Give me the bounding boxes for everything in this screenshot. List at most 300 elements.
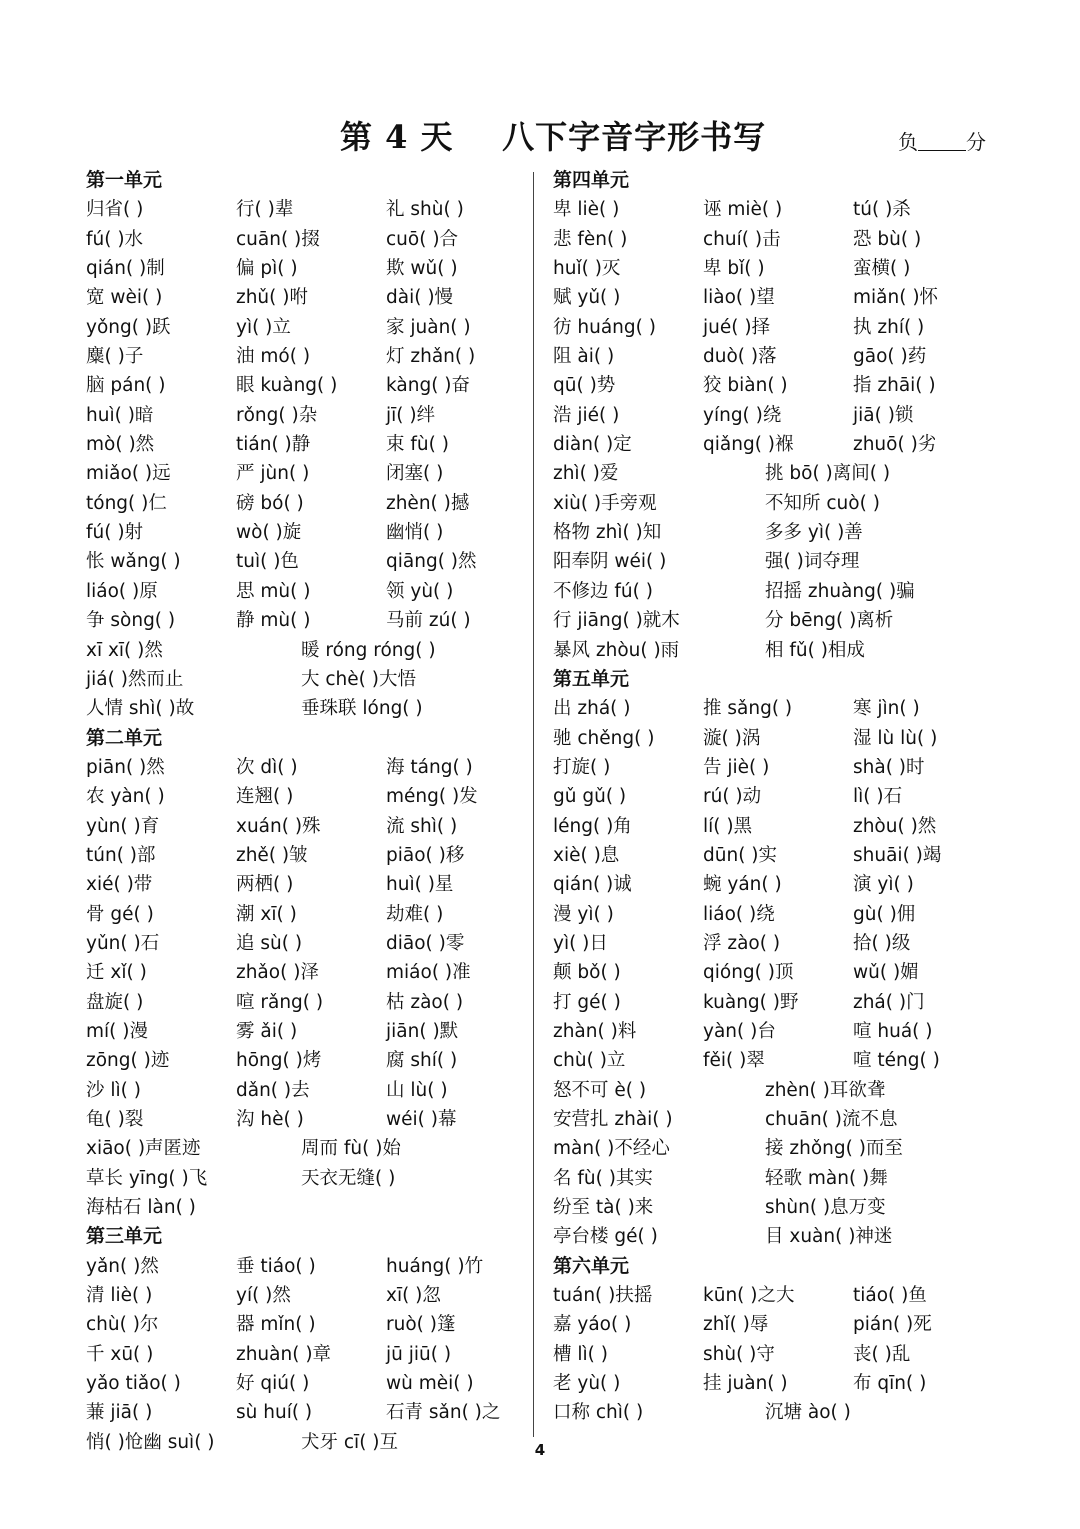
- question-item[interactable]: 驰 chěng( ): [553, 727, 655, 749]
- question-item[interactable]: 蛮横( ): [853, 258, 911, 280]
- question-item[interactable]: miǎn( )怀: [853, 287, 939, 309]
- question-row: [86, 489, 526, 518]
- question-item[interactable]: xī( )忽: [386, 1285, 441, 1307]
- question-item[interactable]: 灯 zhǎn( ): [386, 346, 476, 368]
- score-blank[interactable]: [918, 150, 966, 151]
- question-row: [86, 929, 526, 958]
- question-row: [86, 606, 526, 635]
- unit-heading: 第六单元: [553, 1254, 630, 1277]
- question-row: [553, 1398, 993, 1427]
- question-row: [86, 577, 526, 606]
- question-item[interactable]: 石青 sǎn( )之: [386, 1402, 501, 1424]
- unit-heading: 第五单元: [553, 667, 630, 690]
- question-item[interactable]: 闭塞( ): [386, 463, 444, 485]
- question-item[interactable]: 名 fù( )其实: [553, 1167, 653, 1189]
- question-row: [86, 195, 526, 224]
- question-row: [553, 694, 993, 723]
- question-item[interactable]: 海 táng( ): [386, 756, 473, 778]
- question-item[interactable]: zhá( )门: [853, 991, 925, 1013]
- question-item[interactable]: 阳奉阴 wéi( ): [553, 551, 667, 573]
- question-item[interactable]: mò( )然: [86, 434, 155, 456]
- question-item[interactable]: tuì( )色: [236, 551, 299, 573]
- question-item[interactable]: dūn( )实: [703, 844, 778, 866]
- question-item[interactable]: 枯 zào( ): [386, 991, 464, 1013]
- question-row: [86, 1164, 526, 1193]
- question-item[interactable]: màn( )不经心: [553, 1138, 670, 1160]
- score-label-right: 分: [966, 130, 986, 154]
- question-item[interactable]: 指 zhāi( ): [853, 375, 936, 397]
- question-item[interactable]: 马前 zú( ): [386, 610, 471, 632]
- question-row: [86, 1398, 526, 1427]
- question-item[interactable]: cuō( )合: [386, 228, 459, 250]
- question-row: [553, 459, 993, 488]
- question-item[interactable]: 悄( )怆幽 suì( ): [86, 1431, 215, 1453]
- question-item[interactable]: 告 jiè( ): [703, 756, 770, 778]
- question-item[interactable]: wò( )旋: [236, 522, 302, 544]
- question-item[interactable]: zōng( )迹: [86, 1050, 170, 1072]
- question-item[interactable]: liào( )望: [703, 287, 775, 309]
- question-item[interactable]: qióng( )顶: [703, 962, 794, 984]
- question-item[interactable]: 周而 fù( )始: [301, 1138, 401, 1160]
- question-row: [86, 225, 526, 254]
- question-item[interactable]: miǎo( )远: [86, 463, 171, 485]
- question-item[interactable]: shùn( )息万变: [765, 1197, 886, 1219]
- question-item[interactable]: gāo( )药: [853, 346, 927, 368]
- question-item[interactable]: wù mèi( ): [386, 1373, 474, 1395]
- question-row: [553, 1222, 993, 1251]
- question-item[interactable]: 不修边 fú( ): [553, 580, 653, 602]
- question-item[interactable]: 颠 bǒ( ): [553, 962, 621, 984]
- question-item[interactable]: 彷 huáng( ): [553, 316, 656, 338]
- question-row: [86, 283, 526, 312]
- question-item[interactable]: 喧 huá( ): [853, 1020, 933, 1042]
- question-item[interactable]: tún( )部: [86, 844, 156, 866]
- question-item[interactable]: 思 mù( ): [236, 580, 311, 602]
- question-item[interactable]: 演 yì( ): [853, 874, 914, 896]
- question-item[interactable]: 布 qīn( ): [853, 1373, 927, 1395]
- question-item[interactable]: zhǐ( )辱: [703, 1314, 769, 1336]
- question-item[interactable]: yàn( )台: [703, 1020, 776, 1042]
- question-item[interactable]: 不知所 cuò( ): [765, 492, 880, 514]
- question-item[interactable]: 口称 chì( ): [553, 1402, 644, 1424]
- question-item[interactable]: 迁 xǐ( ): [86, 962, 147, 984]
- question-item[interactable]: gù( )佣: [853, 903, 916, 925]
- question-item[interactable]: 蒹 jiā( ): [86, 1402, 153, 1424]
- question-item[interactable]: 盘旋( ): [86, 991, 144, 1013]
- question-item[interactable]: 执 zhí( ): [853, 316, 925, 338]
- question-item[interactable]: xiù( )手旁观: [553, 492, 657, 514]
- question-item[interactable]: 恐 bù( ): [853, 228, 922, 250]
- question-item[interactable]: chù( )尔: [86, 1314, 159, 1336]
- question-item[interactable]: shuāi( )竭: [853, 844, 942, 866]
- question-item[interactable]: 赋 yǔ( ): [553, 287, 621, 309]
- question-item[interactable]: 卑 liè( ): [553, 199, 620, 221]
- question-item[interactable]: chuān( )流不息: [765, 1109, 898, 1130]
- question-row: [86, 782, 526, 811]
- question-row: [86, 342, 526, 371]
- question-item[interactable]: tiáo( )鱼: [853, 1285, 927, 1307]
- question-item[interactable]: hōng( )烤: [236, 1050, 322, 1072]
- question-item[interactable]: yǔn( )石: [86, 932, 160, 954]
- question-row: [86, 1252, 526, 1281]
- question-item[interactable]: lì( )石: [853, 786, 903, 808]
- question-item[interactable]: piāo( )移: [386, 844, 465, 866]
- question-item[interactable]: 丧( )乱: [853, 1343, 911, 1365]
- question-item[interactable]: 流 shì( ): [386, 815, 458, 837]
- question-item[interactable]: 接 zhǒng( )而至: [765, 1138, 903, 1160]
- question-item[interactable]: rú( )动: [703, 786, 762, 808]
- question-item[interactable]: 怒不可 è( ): [553, 1079, 647, 1101]
- question-item[interactable]: zhì( )爱: [553, 463, 619, 485]
- question-item[interactable]: 垂珠联 lóng( ): [301, 698, 423, 720]
- question-item[interactable]: 草长 yīng( )飞: [86, 1167, 208, 1189]
- question-item[interactable]: 分 bēng( )离析: [765, 610, 894, 632]
- question-row: [553, 1369, 993, 1398]
- question-item[interactable]: 幽悄( ): [386, 522, 444, 544]
- question-row: [553, 724, 993, 753]
- question-item[interactable]: 劫难( ): [386, 903, 444, 925]
- question-item[interactable]: 静 mù( ): [236, 610, 311, 632]
- unit-heading: 第三单元: [86, 1225, 163, 1248]
- question-item[interactable]: 器 mǐn( ): [236, 1314, 316, 1336]
- question-item[interactable]: sù huí( ): [236, 1402, 313, 1424]
- question-item[interactable]: 眼 kuàng( ): [236, 375, 338, 397]
- question-row: [86, 1369, 526, 1398]
- question-item[interactable]: 寒 jìn( ): [853, 698, 920, 720]
- question-row: [86, 401, 526, 430]
- question-item[interactable]: wéi( )幕: [386, 1109, 457, 1130]
- question-item[interactable]: 目 xuàn( )神迷: [765, 1226, 893, 1248]
- question-item[interactable]: méng( )发: [386, 786, 478, 808]
- question-item[interactable]: yǎn( )然: [86, 1255, 159, 1277]
- question-item[interactable]: 湿 lù lù( ): [853, 727, 938, 749]
- question-row: [86, 430, 526, 459]
- question-item[interactable]: fú( )水: [86, 228, 144, 250]
- question-row: [553, 1164, 993, 1193]
- question-item[interactable]: 漩( )涡: [703, 727, 761, 749]
- question-item[interactable]: mí( )漫: [86, 1020, 148, 1042]
- question-item[interactable]: 人情 shì( )故: [86, 698, 195, 720]
- question-row: [553, 782, 993, 811]
- question-row: [86, 841, 526, 870]
- question-item[interactable]: 次 dì( ): [236, 756, 298, 778]
- question-item[interactable]: 油 mó( ): [236, 346, 311, 368]
- question-row: [553, 547, 993, 576]
- question-item[interactable]: 束 fù( ): [386, 434, 449, 456]
- question-item[interactable]: 追 sù( ): [236, 932, 303, 954]
- question-item[interactable]: 沟 hè( ): [236, 1109, 304, 1130]
- question-item[interactable]: cuān( )掇: [236, 228, 320, 250]
- question-item[interactable]: 相 fǔ( )相成: [765, 639, 865, 661]
- question-row: [553, 195, 993, 224]
- question-row: [86, 636, 526, 665]
- question-item[interactable]: liáo( )原: [86, 580, 158, 602]
- question-row: [553, 1340, 993, 1369]
- question-item[interactable]: 格物 zhì( )知: [553, 522, 662, 544]
- question-item[interactable]: xié( )带: [86, 874, 153, 896]
- question-item[interactable]: 狡 biàn( ): [703, 375, 788, 397]
- question-item[interactable]: yì( )日: [553, 932, 608, 954]
- question-item[interactable]: jiā( )锁: [853, 404, 914, 426]
- question-item[interactable]: 挑 bō( )离间( ): [765, 463, 891, 485]
- question-row: [86, 1076, 526, 1105]
- question-row: [553, 283, 993, 312]
- question-item[interactable]: 磅 bó( ): [236, 492, 304, 514]
- question-item[interactable]: zhàn( )料: [553, 1020, 637, 1042]
- question-item[interactable]: 拾( )级: [853, 932, 911, 954]
- question-item[interactable]: 悲 fèn( ): [553, 228, 628, 250]
- question-item[interactable]: ruò( )篷: [386, 1314, 456, 1336]
- question-item[interactable]: tián( )静: [236, 434, 311, 456]
- question-item[interactable]: 嘉 yáo( ): [553, 1314, 632, 1336]
- question-item[interactable]: huì( )星: [386, 874, 454, 896]
- question-item[interactable]: 礼 shù( ): [386, 199, 464, 221]
- question-item[interactable]: 清 liè( ): [86, 1285, 153, 1307]
- question-item[interactable]: pián( )死: [853, 1314, 932, 1336]
- question-item[interactable]: 麋( )子: [86, 346, 144, 368]
- question-item[interactable]: zhǎo( )泽: [236, 962, 319, 984]
- question-item[interactable]: 天衣无缝( ): [301, 1167, 396, 1189]
- question-item[interactable]: huǐ( )灭: [553, 258, 621, 280]
- question-row: [553, 342, 993, 371]
- question-item[interactable]: 沉塘 ào( ): [765, 1402, 851, 1424]
- question-item[interactable]: 浩 jié( ): [553, 404, 620, 426]
- question-item[interactable]: 纷至 tà( )来: [553, 1197, 654, 1219]
- question-row: [553, 1193, 993, 1222]
- question-item[interactable]: 大 chè( )大悟: [301, 668, 416, 690]
- question-row: [86, 254, 526, 283]
- question-item[interactable]: 雾 ǎi( ): [236, 1020, 298, 1042]
- question-item[interactable]: qiāng( )然: [386, 551, 477, 573]
- question-item[interactable]: yǎo tiǎo( ): [86, 1373, 181, 1395]
- question-row: [86, 459, 526, 488]
- right-column: [553, 166, 993, 1428]
- question-row: [86, 1105, 526, 1134]
- question-row: [86, 371, 526, 400]
- question-row: [553, 1046, 993, 1075]
- question-item[interactable]: 山 lù( ): [386, 1079, 448, 1101]
- question-row: [86, 870, 526, 899]
- question-item[interactable]: jū jiū( ): [386, 1343, 452, 1365]
- question-row: [553, 577, 993, 606]
- question-item[interactable]: 喧 rǎng( ): [236, 991, 324, 1013]
- question-row: [86, 812, 526, 841]
- question-item[interactable]: 偏 pì( ): [236, 258, 298, 280]
- question-item[interactable]: 家 juàn( ): [386, 316, 471, 338]
- question-item[interactable]: 海枯石 làn( ): [86, 1197, 196, 1219]
- score-label-left: 负: [898, 130, 918, 154]
- question-row: [86, 1134, 526, 1163]
- question-item[interactable]: yùn( )育: [86, 815, 160, 837]
- left-column: [86, 166, 526, 1457]
- question-item[interactable]: 诬 miè( ): [703, 199, 783, 221]
- question-item[interactable]: jué( )择: [703, 316, 771, 338]
- question-item[interactable]: 漫 yì( ): [553, 903, 614, 925]
- question-row: [553, 606, 993, 635]
- question-item[interactable]: 槽 lì( ): [553, 1343, 608, 1365]
- question-item[interactable]: 归省( ): [86, 199, 144, 221]
- question-item[interactable]: qū( )势: [553, 375, 616, 397]
- question-item[interactable]: yì( )立: [236, 316, 291, 338]
- question-item[interactable]: shà( )时: [853, 756, 925, 778]
- question-item[interactable]: fěi( )翠: [703, 1050, 765, 1072]
- question-item[interactable]: 争 sòng( ): [86, 610, 176, 632]
- question-item[interactable]: rǒng( )杂: [236, 404, 318, 426]
- question-item[interactable]: 打 gé( ): [553, 991, 621, 1013]
- question-item[interactable]: xiāo( )声匿迹: [86, 1138, 201, 1160]
- question-row: [86, 988, 526, 1017]
- question-item[interactable]: fú( )射: [86, 522, 144, 544]
- question-item[interactable]: 阻 ài( ): [553, 346, 615, 368]
- question-row: [553, 1017, 993, 1046]
- question-item[interactable]: 蜿 yán( ): [703, 874, 782, 896]
- question-item[interactable]: 怅 wǎng( ): [86, 551, 181, 573]
- question-item[interactable]: 安营扎 zhài( ): [553, 1109, 673, 1130]
- question-item[interactable]: zhǔ( )咐: [236, 287, 308, 309]
- question-item[interactable]: chù( )立: [553, 1050, 626, 1072]
- question-item[interactable]: 打旋( ): [553, 756, 611, 778]
- question-item[interactable]: diāo( )零: [386, 932, 465, 954]
- question-item[interactable]: zhèn( )撼: [386, 492, 470, 514]
- question-item[interactable]: qián( )制: [86, 258, 165, 280]
- question-item[interactable]: 宽 wèi( ): [86, 287, 163, 309]
- question-item[interactable]: 推 sǎng( ): [703, 698, 793, 720]
- question-item[interactable]: 好 qiú( ): [236, 1373, 310, 1395]
- question-item[interactable]: 脑 pán( ): [86, 375, 166, 397]
- question-item[interactable]: 行 jiāng( )就木: [553, 610, 680, 632]
- question-row: [553, 1134, 993, 1163]
- question-item[interactable]: 轻歌 màn( )舞: [765, 1167, 888, 1189]
- question-row: [553, 1310, 993, 1339]
- page-title: 第 4 天 八下字音字形书写: [340, 118, 767, 156]
- question-item[interactable]: léng( )角: [553, 815, 632, 837]
- question-item[interactable]: 千 xū( ): [86, 1343, 154, 1365]
- question-item[interactable]: tóng( )仁: [86, 492, 167, 514]
- column-divider: [533, 172, 534, 1437]
- question-item[interactable]: 行( )辈: [236, 199, 294, 221]
- question-item[interactable]: 龟( )裂: [86, 1109, 144, 1130]
- question-row: [86, 1340, 526, 1369]
- question-item[interactable]: duò( )落: [703, 346, 777, 368]
- question-item[interactable]: zhuàn( )章: [236, 1343, 332, 1365]
- question-item[interactable]: jiān( )默: [386, 1020, 459, 1042]
- question-row: [553, 371, 993, 400]
- question-item[interactable]: xī xī( )然: [86, 639, 163, 661]
- question-item[interactable]: 喧 téng( ): [853, 1050, 940, 1072]
- question-item[interactable]: liáo( )绕: [703, 903, 775, 925]
- question-item[interactable]: 严 jùn( ): [236, 463, 310, 485]
- question-item[interactable]: gǔ gǔ( ): [553, 786, 627, 808]
- question-row: [553, 841, 993, 870]
- question-item[interactable]: chuí( )击: [703, 228, 781, 250]
- question-item[interactable]: 强( )词夺理: [765, 551, 860, 573]
- question-item[interactable]: 犬牙 cī( )互: [301, 1431, 399, 1453]
- score-field: [898, 126, 986, 155]
- question-row: [86, 958, 526, 987]
- unit-heading: 第四单元: [553, 169, 630, 191]
- question-item[interactable]: 老 yù( ): [553, 1373, 621, 1395]
- question-row: [553, 636, 993, 665]
- question-item[interactable]: 农 yàn( ): [86, 786, 165, 808]
- question-item[interactable]: shù( )守: [703, 1343, 775, 1365]
- question-item[interactable]: tú( )杀: [853, 199, 911, 221]
- question-item[interactable]: yí( )然: [236, 1285, 291, 1307]
- question-item[interactable]: kūn( )之大: [703, 1285, 795, 1307]
- question-item[interactable]: jiá( )然而止: [86, 668, 184, 690]
- question-item[interactable]: 暖 róng róng( ): [301, 639, 436, 661]
- question-item[interactable]: zhèn( )耳欲聋: [765, 1079, 886, 1101]
- question-item[interactable]: diàn( )定: [553, 434, 632, 456]
- question-item[interactable]: huáng( )竹: [386, 1255, 484, 1277]
- question-row: [553, 1076, 993, 1105]
- question-row: [86, 547, 526, 576]
- question-item[interactable]: 沙 lì( ): [86, 1079, 141, 1101]
- question-item[interactable]: 潮 xī( ): [236, 903, 297, 925]
- question-item[interactable]: dài( )慢: [386, 287, 454, 309]
- question-item[interactable]: huì( )暗: [86, 404, 154, 426]
- question-row: [553, 518, 993, 547]
- question-item[interactable]: 出 zhá( ): [553, 698, 631, 720]
- question-row: [553, 958, 993, 987]
- question-item[interactable]: 连翘( ): [236, 786, 294, 808]
- question-row: [553, 988, 993, 1017]
- question-row: [86, 1310, 526, 1339]
- question-row: [553, 753, 993, 782]
- question-row: [86, 1017, 526, 1046]
- unit-heading: 第一单元: [86, 169, 163, 191]
- question-item[interactable]: 挂 juàn( ): [703, 1373, 788, 1395]
- question-item[interactable]: yǒng( )跃: [86, 316, 171, 338]
- question-item[interactable]: 腐 shí( ): [386, 1050, 458, 1072]
- question-item[interactable]: zhě( )皱: [236, 844, 308, 866]
- question-item[interactable]: 卑 bǐ( ): [703, 258, 765, 280]
- question-row: [553, 489, 993, 518]
- question-item[interactable]: wǔ( )媚: [853, 962, 919, 984]
- question-item[interactable]: 浮 zào( ): [703, 932, 781, 954]
- question-item[interactable]: yíng( )绕: [703, 404, 782, 426]
- question-item[interactable]: lí( )黑: [703, 815, 753, 837]
- question-item[interactable]: qián( )诚: [553, 874, 632, 896]
- question-row: [553, 313, 993, 342]
- question-item[interactable]: jī( )绊: [386, 404, 436, 426]
- question-item[interactable]: 多多 yì( )善: [765, 522, 863, 544]
- question-item[interactable]: 亭台楼 gé( ): [553, 1226, 658, 1248]
- question-item[interactable]: 领 yù( ): [386, 580, 454, 602]
- question-row: [553, 900, 993, 929]
- question-item[interactable]: 垂 tiáo( ): [236, 1255, 316, 1277]
- question-item[interactable]: 招摇 zhuàng( )骗: [765, 580, 915, 602]
- question-row: [553, 929, 993, 958]
- question-item[interactable]: zhuō( )劣: [853, 434, 937, 456]
- question-item[interactable]: xiè( )息: [553, 844, 620, 866]
- question-item[interactable]: kàng( )奋: [386, 375, 471, 397]
- question-item[interactable]: qiǎng( )褓: [703, 434, 794, 456]
- question-item[interactable]: xuán( )殊: [236, 815, 321, 837]
- question-item[interactable]: 暴风 zhòu( )雨: [553, 639, 680, 661]
- question-item[interactable]: 两栖( ): [236, 874, 294, 896]
- question-item[interactable]: dǎn( )去: [236, 1079, 310, 1101]
- question-item[interactable]: miáo( )准: [386, 962, 471, 984]
- question-row: [553, 812, 993, 841]
- question-item[interactable]: 骨 gé( ): [86, 903, 154, 925]
- question-item[interactable]: piān( )然: [86, 756, 165, 778]
- question-item[interactable]: 欺 wǔ( ): [386, 258, 458, 280]
- question-row: [86, 1046, 526, 1075]
- question-item[interactable]: tuán( )扶摇: [553, 1285, 653, 1307]
- question-item[interactable]: kuàng( )野: [703, 991, 799, 1013]
- question-row: [86, 1281, 526, 1310]
- question-item[interactable]: zhòu( )然: [853, 815, 937, 837]
